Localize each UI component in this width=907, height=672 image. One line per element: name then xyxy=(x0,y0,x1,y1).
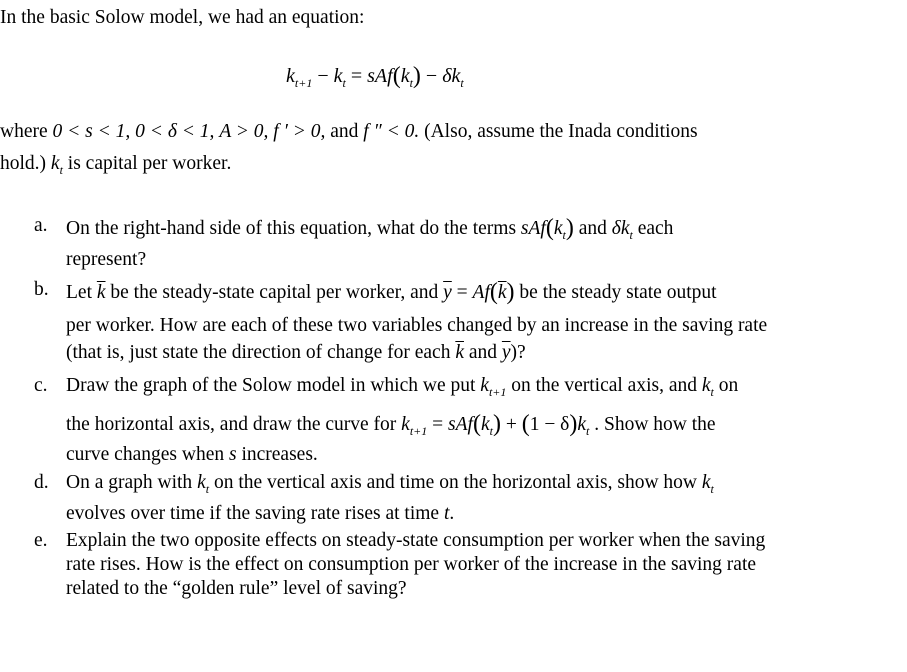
item-e-line-1: Explain the two opposite effects on steady-state consumption per worker when the saving xyxy=(66,530,766,551)
item-e-line-2: rate rises. How is the effect on consumption per worker of the increase in the saving rate xyxy=(66,554,757,575)
item-a-marker: a. xyxy=(34,215,48,236)
item-c-line-3: curve changes when s increases. xyxy=(66,444,318,465)
item-a-line-2: represent? xyxy=(66,249,147,270)
item-b-line-1: Let $\overline{k}$ be the steady-state capital per worker, and $\overline{y} = Af(\overline{k})$ be the steady state output xyxy=(66,279,717,305)
item-d-line-1: On a graph with $k_t$ on the vertical axis and time on the horizontal axis, show how $k_t$ xyxy=(66,472,714,496)
item-d-marker: d. xyxy=(34,472,49,493)
item-d-line-2: evolves over time if the saving rate rises at time t. xyxy=(66,503,455,524)
item-e-marker: e. xyxy=(34,530,48,551)
item-e-line-3: related to the “golden rule” level of saving? xyxy=(66,578,407,599)
conditions-line-2: hold.) $k_t$ is capital per worker. xyxy=(0,153,232,177)
intro-text: In the basic Solow model, we had an equation: xyxy=(0,7,365,28)
conditions-line-1: where 0 < s < 1, 0 < δ < 1, A > 0, f ′ > 0, and f ″ < 0. (Also, assume the Inada conditions xyxy=(0,121,698,142)
item-c-line-1: Draw the graph of the Solow model in which we put $k_{t+1}$ on the vertical axis, and $k_t$ on xyxy=(66,375,739,399)
item-a-line-1: On the right-hand side of this equation, what do the terms $sAf(k_t)$ and $\delta k_t$ each xyxy=(66,215,674,242)
solow-equation: $k_{t+1} - k_t = sAf(k_t) - \delta k_t$ xyxy=(286,63,464,90)
item-b-line-2: per worker. How are each of these two variables changed by an increase in the saving rate xyxy=(66,315,768,336)
item-c-marker: c. xyxy=(34,375,48,396)
item-b-marker: b. xyxy=(34,279,49,300)
item-c-line-2: the horizontal axis, and draw the curve for $k_{t+1} = sAf(k_t) + (1 - \delta)k_t$ . Show how the xyxy=(66,411,716,438)
item-b-line-3: (that is, just state the direction of change for each $\overline{k}$ and $\overline{y}$)? xyxy=(66,342,526,363)
